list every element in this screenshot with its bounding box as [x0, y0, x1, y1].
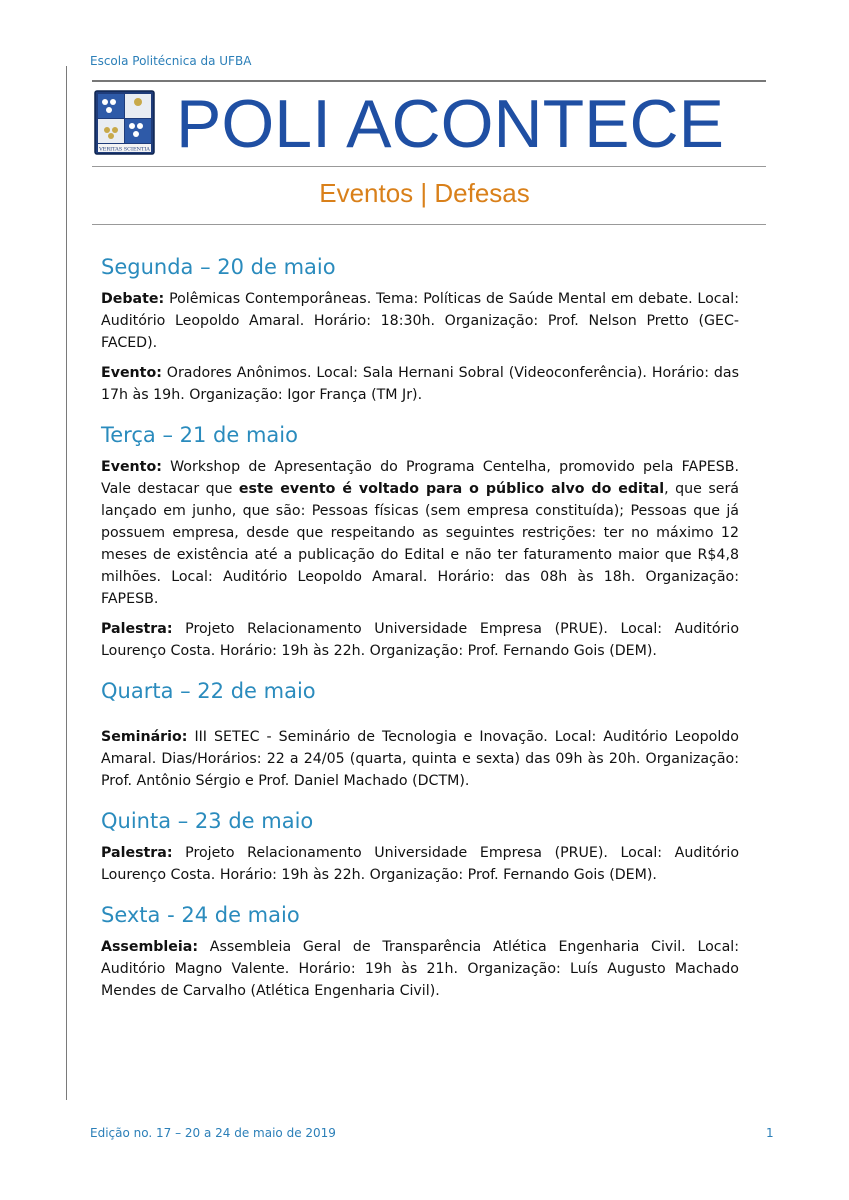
event-type-label: Seminário:: [101, 729, 188, 745]
publication-title: POLI ACONTECE: [176, 86, 724, 162]
event-description: Oradores Anônimos. Local: Sala Hernani Sobral (Videoconferência). Horário: das 17h às 19h. Organização: Igor França (TM Jr).: [101, 365, 739, 403]
day-heading-monday: Segunda – 20 de maio: [101, 255, 336, 279]
event-entry: [101, 456, 739, 610]
header-top-rule: [92, 80, 766, 82]
title-bottom-rule: [92, 166, 766, 167]
ufba-crest-logo: [94, 90, 155, 155]
event-type-label: Debate:: [101, 291, 165, 307]
day-heading-thursday: Quinta – 23 de maio: [101, 809, 314, 833]
left-margin-rule: [66, 66, 67, 1100]
day-heading-wednesday: Quarta – 22 de maio: [101, 679, 316, 703]
event-entry: [101, 726, 739, 792]
event-description: III SETEC - Seminário de Tecnologia e Inovação. Local: Auditório Leopoldo Amaral. Dias/Horários: 22 a 24/05 (quarta, quinta e sexta) das 09h às 20h. Organização: Prof. Antônio Sérgio e Prof. Daniel Machado (DCTM).: [101, 729, 739, 789]
event-type-label: Evento:: [101, 365, 162, 381]
event-description: Workshop de Apresentação do Programa Centelha, promovido pela FAPESB. Vale destacar que: [101, 459, 739, 497]
event-entry: [101, 618, 739, 662]
event-type-label: Palestra:: [101, 621, 173, 637]
event-highlight: este evento é voltado para o público alvo do edital: [238, 481, 665, 497]
day-heading-tuesday: Terça – 21 de maio: [101, 423, 298, 447]
edition-info: Edição no. 17 – 20 a 24 de maio de 2019: [90, 1126, 336, 1140]
event-description: Polêmicas Contemporâneas. Tema: Políticas de Saúde Mental em debate. Local: Auditório Leopoldo Amaral. Horário: 18:30h. Organização: Prof. Nelson Pretto (GEC-FACED).: [101, 291, 739, 351]
event-description: Assembleia Geral de Transparência Atlética Engenharia Civil. Local: Auditório Magno Valente. Horário: 19h às 21h. Organização: Luís Augusto Machado Mendes de Carvalho (Atlética Engenharia Civil).: [101, 939, 739, 999]
event-description-cont: , que será lançado em junho, que são: Pessoas físicas (sem empresa constituída); Pessoas que já possuem empresa, desde que respeitando as seguintes restrições: ter no máximo 12 meses de existência até a publicação do Edital e não ter faturamento maior que R$4,8 milhões. Local: Auditório Leopoldo Amaral. Horário: das 08h às 18h. Organização: FAPESB.: [101, 481, 740, 607]
event-type-label: Evento:: [101, 459, 162, 475]
event-entry: [101, 288, 739, 354]
school-name: Escola Politécnica da UFBA: [90, 54, 252, 68]
event-type-label: Palestra:: [101, 845, 173, 861]
event-description: Projeto Relacionamento Universidade Empresa (PRUE). Local: Auditório Lourenço Costa. Horário: 19h às 22h. Organização: Prof. Fernando Gois (DEM).: [101, 845, 739, 883]
event-entry: [101, 362, 739, 406]
crest-motto: VERITAS SCIENTIA: [99, 146, 150, 153]
day-heading-friday: Sexta - 24 de maio: [101, 903, 300, 927]
event-entry: [101, 842, 739, 886]
subtitle-bottom-rule: [92, 224, 766, 225]
event-type-label: Assembleia:: [101, 939, 199, 955]
section-subtitle: Eventos | Defesas: [319, 178, 530, 208]
event-entry: [101, 936, 739, 1002]
event-description: Projeto Relacionamento Universidade Empresa (PRUE). Local: Auditório Lourenço Costa. Horário: 19h às 22h. Organização: Prof. Fernando Gois (DEM).: [101, 621, 739, 659]
page-number: 1: [766, 1126, 774, 1140]
events-content: [101, 252, 739, 1010]
